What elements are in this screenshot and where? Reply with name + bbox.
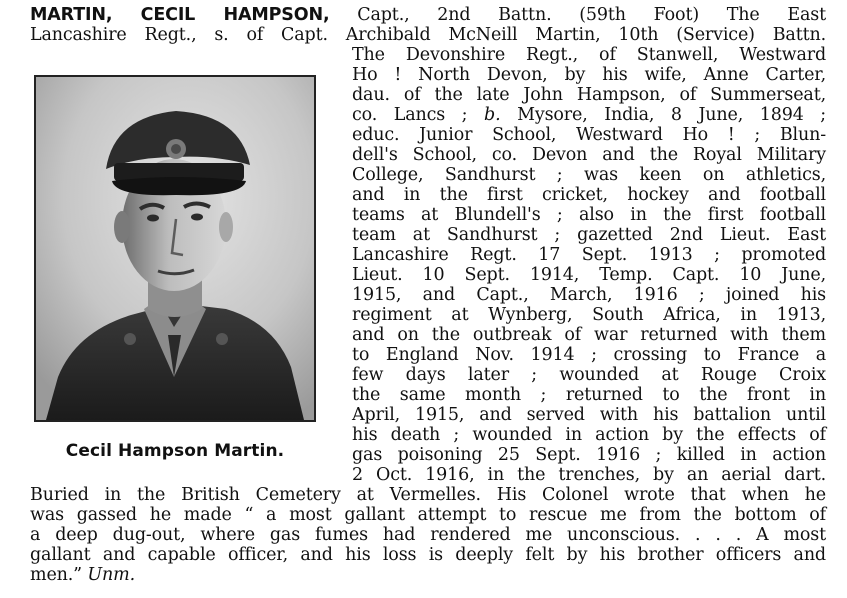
entry-text-line: College, Sandhurst ; was keen on athletics,	[352, 165, 826, 185]
entry-text-fragment: Mysore, India, 8 June, 1894 ;	[517, 105, 827, 125]
entry-heading-line	[30, 6, 826, 25]
entry-text-line: Lieut. 10 Sept. 1914, Temp. Capt. 10 June,	[352, 265, 826, 285]
entry-text-line: April, 1915, and served with his battalion until	[352, 405, 826, 425]
entry-text-line: 1915, and Capt., March, 1916 ; joined his	[352, 285, 826, 305]
entry-text-line	[30, 566, 826, 585]
entry-rank-regiment: Capt., 2nd Battn. (59th Foot) The East	[357, 5, 826, 25]
entry-text-line: regiment at Wynberg, South Africa, in 1913,	[352, 305, 826, 325]
entry-text-line: The Devonshire Regt., of Stanwell, Westward	[352, 45, 826, 65]
entry-text-line: 2 Oct. 1916, in the trenches, by an aerial dart.	[352, 465, 826, 485]
portrait-photo	[34, 75, 316, 422]
entry-text-line: to England Nov. 1914 ; crossing to France a	[352, 345, 826, 365]
entry-text-line: teams at Blundell's ; also in the first football	[352, 205, 826, 225]
entry-text-line: team at Sandhurst ; gazetted 2nd Lieut. East	[352, 225, 826, 245]
entry-text-line: dell's School, co. Devon and the Royal Military	[352, 145, 826, 165]
entry-text-line: educ. Junior School, Westward Ho ! ; Blun-	[352, 125, 826, 145]
entry-text-line: his death ; wounded in action by the effects of	[352, 425, 826, 445]
photo-caption: Cecil Hampson Martin.	[65, 441, 285, 461]
entry-name: MARTIN, CECIL HAMPSON,	[30, 5, 330, 25]
entry-unmarried-abbrev: Unm.	[87, 565, 135, 585]
entry-text-line: and in the first cricket, hockey and football	[352, 185, 826, 205]
portrait-image	[36, 77, 314, 420]
entry-text-line: Buried in the British Cemetery at Vermelles. His Colonel wrote that when he	[30, 485, 826, 505]
entry-text-line: a deep dug-out, where gas fumes had rendered me unconscious. . . . A most	[30, 525, 826, 545]
entry-text-fragment: co. Lancs ;	[352, 105, 468, 125]
entry-text-line: and on the outbreak of war returned with them	[352, 325, 826, 345]
entry-text-line	[352, 106, 826, 125]
entry-text-line: gallant and capable officer, and his loss is deeply felt by his brother officers and	[30, 545, 826, 565]
entry-born-abbrev: b.	[484, 105, 501, 125]
entry-text-line: dau. of the late John Hampson, of Summerseat,	[352, 85, 826, 105]
entry-text-line: Lancashire Regt. 17 Sept. 1913 ; promoted	[352, 245, 826, 265]
entry-text-line: was gassed he made “ a most gallant attempt to rescue me from the bottom of	[30, 505, 826, 525]
entry-text-line: Ho ! North Devon, by his wife, Anne Carter,	[352, 65, 826, 85]
entry-text-line: gas poisoning 25 Sept. 1916 ; killed in action	[352, 445, 826, 465]
entry-text-line: Lancashire Regt., s. of Capt. Archibald McNeill Martin, 10th (Service) Battn.	[30, 25, 826, 45]
entry-text-fragment: men.”	[30, 565, 82, 585]
entry-text-line: few days later ; wounded at Rouge Croix	[352, 365, 826, 385]
entry-text-line: the same month ; returned to the front in	[352, 385, 826, 405]
